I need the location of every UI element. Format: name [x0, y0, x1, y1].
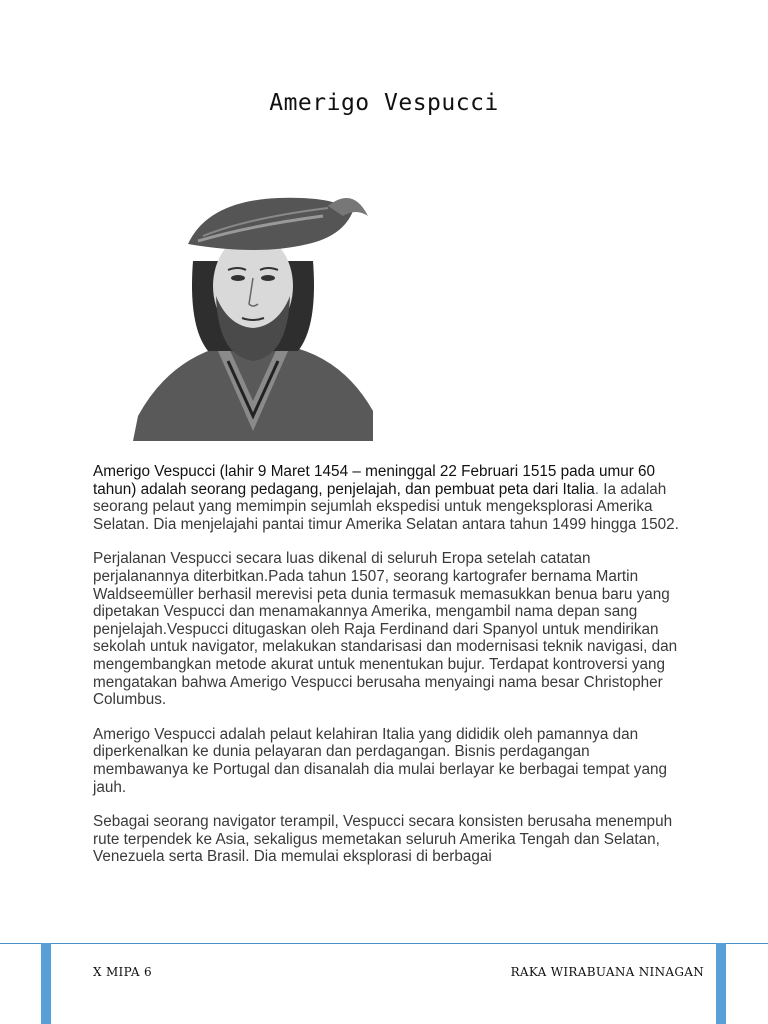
paragraph-1 [93, 463, 683, 533]
paragraph-3: Amerigo Vespucci adalah pelaut kelahiran Italia yang dididik oleh pamannya dan diperkenalkan ke dunia pelayaran dan perdagangan. Bisnis perdagangan membawanya ke Portugal dan disanalah dia mulai berlayar ke berbagai tempat yang jauh. [93, 725, 667, 796]
footer-author-name: RAKA WIRABUANA NINAGAN [510, 965, 704, 979]
paragraph-1-lead: Amerigo Vespucci (lahir 9 Maret 1454 – meninggal 22 Februari 1515 pada umur 60 tahun) adalah seorang pedagang, penjelajah, dan pembuat peta dari Italia [93, 463, 656, 498]
portrait-image [128, 186, 378, 441]
paragraph-2: Perjalanan Vespucci secara luas dikenal di seluruh Eropa setelah catatan perjalanannya diterbitkan.Pada tahun 1507, seorang kartografer bernama Martin Waldseemüller berhasil merevisi peta dunia termasuk memasukkan benua baru yang dipetakan Vespucci dan menamakannya Amerika, mengambil nama depan sang penjelajah.Vespucci ditugaskan oleh Raja Ferdinand dari Spanyol untuk mendirikan sekolah untuk navigator, melakukan standarisasi dan modernisasi teknik navigasi, dan mengembangkan metode akurat untuk menentukan bujur. Terdapat kontroversi yang mengatakan bahwa Amerigo Vespucci berusaha menyaingi nama besar Christopher Columbus. [93, 550, 678, 709]
document-title: Amerigo Vespucci [269, 90, 499, 116]
footer-left-bar [41, 943, 51, 1024]
footer-right-bar [716, 943, 726, 1024]
body-text [93, 463, 683, 883]
footer-class-label: X MIPA 6 [93, 965, 152, 979]
paragraph-1-dot: . [594, 480, 600, 498]
paragraph-1-rest: Ia adalah seorang pelaut yang memimpin sejumlah ekspedisi untuk mengeksplorasi Amerika Selatan. Dia menjelajahi pantai timur Amerika Selatan antara tahun 1499 hingga 1502. [93, 480, 679, 533]
footer-divider [0, 943, 768, 944]
paragraph-4: Sebagai seorang navigator terampil, Vespucci secara konsisten berusaha menempuh rute terpendek ke Asia, sekaligus memetakan seluruh Amerika Tengah dan Selatan, Venezuela serta Brasil. Dia memulai eksplorasi di berbagai [93, 813, 673, 866]
